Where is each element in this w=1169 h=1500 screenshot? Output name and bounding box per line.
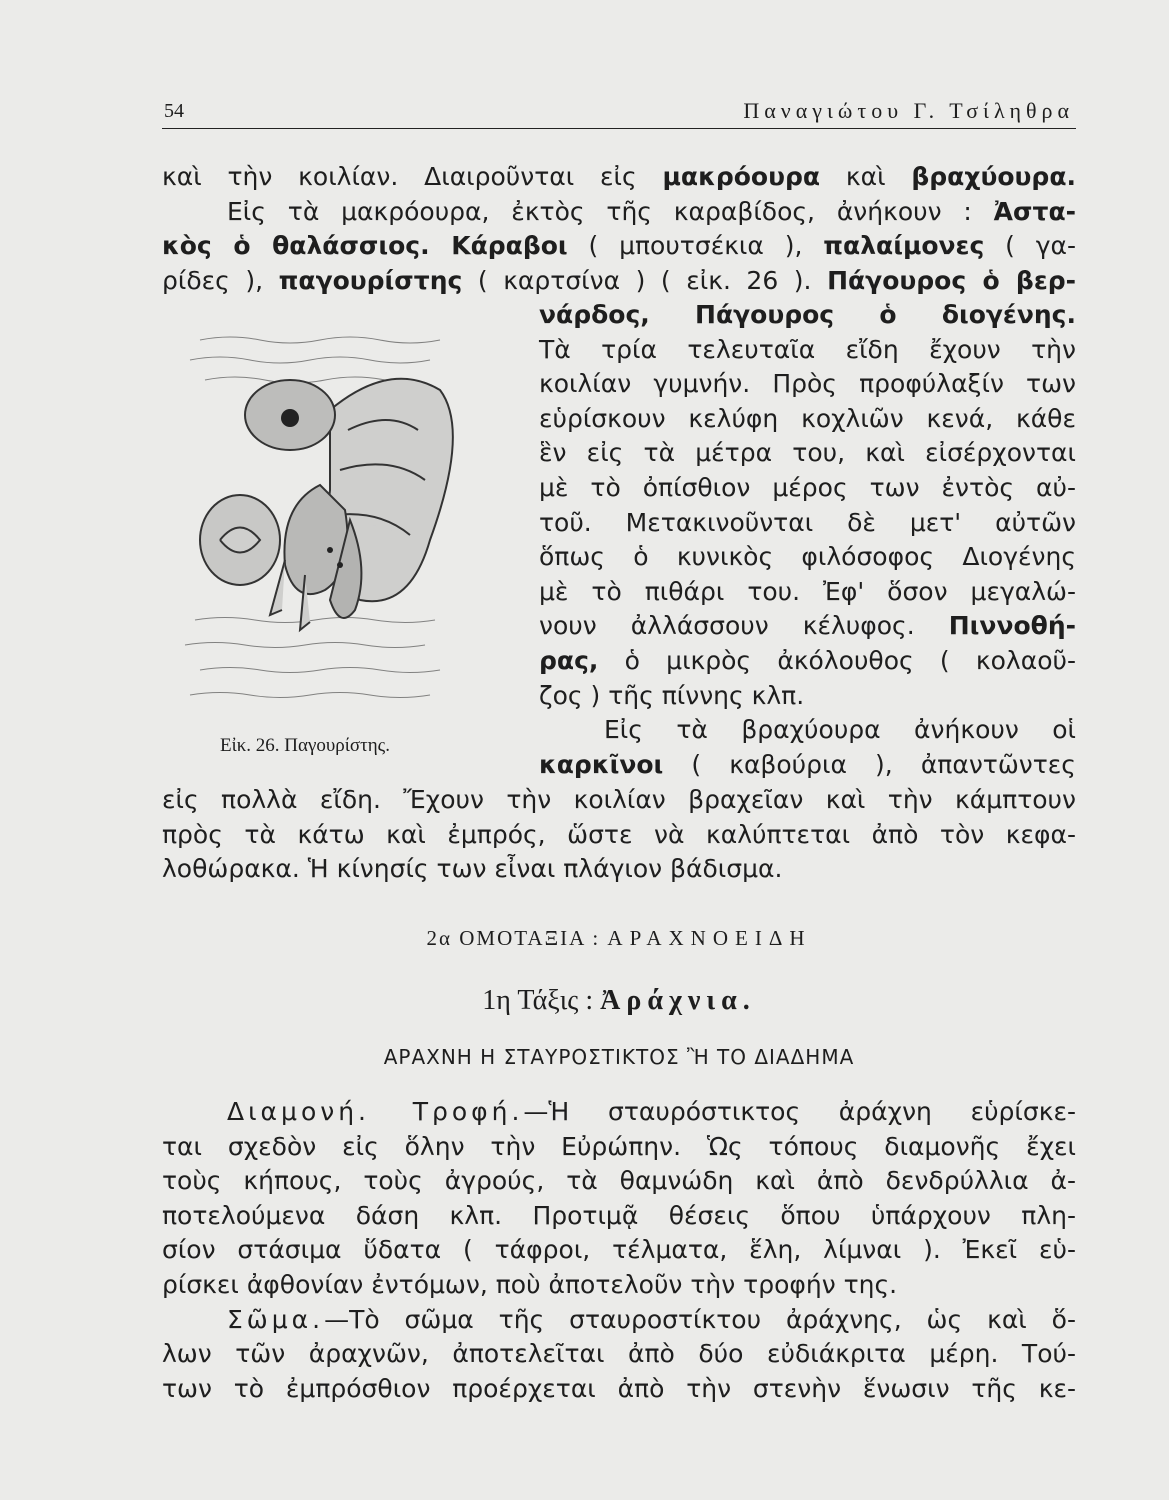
text-line (162, 1233, 1076, 1268)
text-line (539, 333, 1076, 368)
text-line (162, 229, 1076, 264)
text-run: σίον στάσιμα ὕδατα ( τάφροι, τέλματα, ἕλη, λίμναι ). Ἐκεῖ εὑ- (162, 1235, 1076, 1265)
bold-term: βραχύουρα. (911, 162, 1076, 191)
text-run: ἓν εἰς τὰ μέτρα του, καὶ εἰσέρχονται (539, 438, 1076, 468)
page-number: 54 (164, 100, 184, 122)
bold-term: Ἀστα- (993, 196, 1076, 226)
text-line (539, 506, 1076, 541)
text-run: μὲ τὸ πιθάρι του. Ἐφ' ὅσον μεγαλώ- (539, 576, 1076, 606)
text-line (162, 852, 1076, 887)
text-run: των τὸ ἐμπρόσθιον προέρχεται ἀπὸ τὴν στενὴν ἕνωσιν τῆς κε- (162, 1373, 1076, 1403)
text-run: ( καρτσίνα ) ( εἰκ. 26 ). (462, 265, 828, 295)
order-heading-name: Ἀράχνια. (600, 985, 756, 1016)
text-run: —Τὸ σῶμα τῆς σταυροστίκτου ἀράχνης, ὡς καὶ ὅ- (324, 1304, 1076, 1334)
bold-term: κὸς ὁ θαλάσσιος. Κάραβοι (162, 231, 568, 261)
text-block-beside-figure (539, 298, 1076, 782)
text-run: ρίδες ), (162, 265, 279, 295)
text-line (539, 575, 1076, 610)
bold-term: καρκῖνοι (539, 749, 664, 779)
text-run: νουν ἀλλάσσουν κέλυφος. (539, 611, 949, 641)
order-heading (162, 985, 1076, 1017)
figure-caption: Εἰκ. 26. Παγουρίστης. (220, 735, 390, 756)
text-run: Εἰς τὰ μακρόουρα, ἐκτὸς τῆς καραβίδος, ἀνήκουν : (227, 196, 994, 226)
text-run: τοῦ. Μετακινοῦνται δὲ μετ' αὐτῶν (539, 507, 1076, 537)
text-line (162, 1130, 1076, 1165)
text-run: ρίσκει ἀφθονίαν ἐντόμων, ποὺ ἀποτελοῦν τὴν τροφήν της. (162, 1269, 898, 1299)
text-run: καὶ (820, 162, 912, 191)
text-line (162, 1303, 1076, 1338)
text-run: ζος ) τῆς πίννης κλπ. (539, 680, 805, 710)
text-line (539, 367, 1076, 402)
text-line (162, 1268, 1076, 1303)
bold-term: παλαίμονες (823, 231, 985, 261)
text-run: λων τῶν ἀραχνῶν, ἀποτελεῖται ἀπὸ δύο εὐδιάκριτα μέρη. Τού- (162, 1339, 1076, 1369)
text-line (539, 644, 1076, 679)
text-line (539, 748, 1076, 783)
text-run: ται σχεδὸν εἰς ὅλην τὴν Εὐρώπην. Ὡς τόπους διαμονῆς ἔχει (162, 1131, 1076, 1161)
text-line (539, 540, 1076, 575)
text-line (162, 1164, 1076, 1199)
text-line (162, 818, 1076, 853)
bold-term: νάρδος, Πάγουρος ὁ διογένης. (539, 300, 1076, 329)
order-heading-prefix: 1η Τάξις : (482, 985, 601, 1016)
class-heading (162, 926, 1076, 951)
text-run: ( γα- (984, 231, 1076, 261)
running-title: Παναγιώτου Γ. Τσίληθρα (743, 98, 1074, 123)
text-line (162, 1199, 1076, 1234)
class-heading-prefix: 2α ΟΜΟΤΑΞΙΑ : (426, 926, 608, 950)
text-block-after-figure (162, 783, 1076, 887)
text-line (162, 264, 1076, 299)
text-line (162, 160, 1076, 195)
text-run: πρὸς τὰ κάτω καὶ ἐμπρός, ὥστε νὰ καλύπτεται ἀπὸ τὸν κεφα- (162, 819, 1076, 849)
text-block-final (162, 1095, 1076, 1406)
text-line (162, 1095, 1076, 1130)
text-line (539, 436, 1076, 471)
text-line (162, 783, 1076, 818)
text-run: ὅπως ὁ κυνικὸς φιλόσοφος Διογένης (539, 542, 1076, 572)
text-run: Τὰ τρία τελευταῖα εἴδη ἔχουν τὴν (539, 334, 1076, 364)
text-line (539, 402, 1076, 437)
text-line (162, 195, 1076, 230)
text-run: ποτελούμενα δάση κλπ. Προτιμᾷ θέσεις ὅπου ὑπάρχουν πλη- (162, 1200, 1076, 1230)
text-line (539, 471, 1076, 506)
text-run: ( μπουτσέκια ), (567, 231, 824, 261)
text-run: εὑρίσκουν κελύφη κοχλιῶν κενά, κάθε (539, 403, 1076, 433)
species-heading: ΑΡΑΧΝΗ Η ΣΤΑΥΡΟΣΤΙΚΤΟΣ Ἢ ΤΟ ΔΙΑΔΗΜΑ (383, 1045, 855, 1069)
bold-term: ρας, (539, 645, 599, 675)
bold-term: Πάγουρος ὁ βερ- (827, 265, 1077, 295)
text-run: εἰς πολλὰ εἴδη. Ἔχουν τὴν κοιλίαν βραχεῖαν καὶ τὴν κάμπτουν (162, 785, 1076, 814)
text-run: —Ἡ σταυρόστικτος ἀράχνη εὑρίσκε- (523, 1097, 1076, 1126)
bold-term: Πιννοθή- (948, 611, 1076, 641)
text-block-top (162, 160, 1076, 298)
hermit-crab-illustration (180, 300, 508, 730)
text-line (539, 713, 1076, 748)
text-run: ( καβούρια ), ἀπαντῶντες (663, 749, 1076, 779)
text-line (162, 1372, 1076, 1407)
text-run: καὶ τὴν κοιλίαν. Διαιροῦνται εἰς (162, 162, 663, 191)
text-run: λοθώρακα. Ἡ κίνησίς των εἶναι πλάγιον βάδισμα. (162, 854, 783, 884)
text-run: ὁ μικρὸς ἀκόλουθος ( κολαοῦ- (598, 645, 1076, 675)
text-run: μὲ τὸ ὀπίσθιον μέρος των ἐντὸς αὐ- (539, 472, 1076, 502)
text-line (162, 1337, 1076, 1372)
spaced-term: Σῶμα. (227, 1304, 325, 1334)
bold-term: μακρόουρα (662, 162, 821, 191)
page-header (162, 96, 1076, 129)
text-run: τοὺς κήπους, τοὺς ἀγρούς, τὰ θαμνώδη καὶ ἀπὸ δενδρύλλια ἀ- (162, 1166, 1076, 1196)
text-line (539, 679, 1076, 714)
class-heading-name: ΑΡΑΧΝΟΕΙΔΗ (607, 926, 812, 950)
text-line (539, 609, 1076, 644)
text-line (539, 298, 1076, 333)
spaced-term: Διαμονή. Τροφή. (227, 1097, 524, 1126)
text-run: Εἰς τὰ βραχύουρα ἀνήκουν οἱ (604, 715, 1076, 745)
bold-term: παγουρίστης (278, 265, 463, 295)
text-run: κοιλίαν γυμνήν. Πρὸς προφύλαξίν των (539, 369, 1076, 399)
